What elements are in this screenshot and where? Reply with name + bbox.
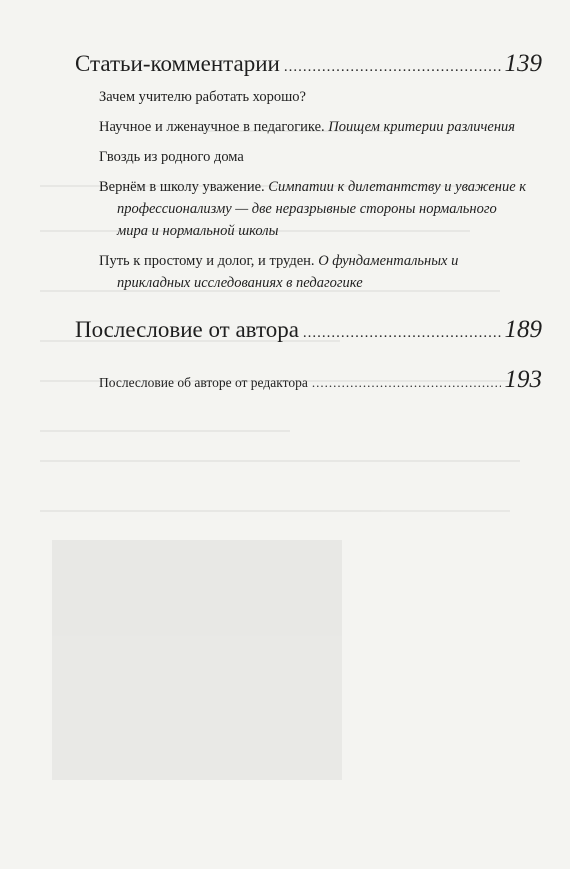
- page-number: 189: [504, 316, 542, 343]
- toc-entry: [99, 250, 529, 294]
- page-number: 193: [504, 366, 542, 393]
- entry-title: Гвоздь из родного дома: [99, 149, 244, 165]
- dot-leader: [312, 375, 501, 391]
- toc-entries-list: [99, 86, 529, 302]
- section-title: Послесловие об авторе от редактора: [99, 375, 308, 390]
- entry-title: Научное и лженаучное в педагогике.: [99, 119, 325, 135]
- entry-title: Зачем учителю работать хорошо?: [99, 89, 306, 105]
- toc-entry: [99, 146, 529, 168]
- entry-subtitle: Поищем критерии различения: [328, 119, 515, 135]
- entry-subtitle: О фундаментальных и прикладных исследованиях в педагогике: [117, 253, 459, 291]
- dot-leader: [303, 325, 501, 342]
- page-number: 139: [504, 50, 542, 77]
- toc-section-comments: [75, 50, 542, 78]
- toc-entry: [99, 116, 529, 138]
- section-title: Статьи-комментарии: [75, 51, 280, 76]
- toc-section-editor-afterword: [99, 366, 542, 394]
- toc-section-afterword: [75, 316, 542, 344]
- toc-entry: [99, 176, 529, 242]
- section-title: Послесловие от автора: [75, 317, 299, 342]
- dot-leader: [284, 59, 501, 76]
- toc-entry: [99, 86, 529, 108]
- entry-title: Вернём в школу уважение.: [99, 179, 265, 195]
- entry-subtitle: Симпатии к дилетантству и уважение к профессионализму — две неразрывные стороны нормального мира и нормальной школы: [117, 179, 527, 239]
- entry-title: Путь к простому и долог, и труден.: [99, 253, 315, 269]
